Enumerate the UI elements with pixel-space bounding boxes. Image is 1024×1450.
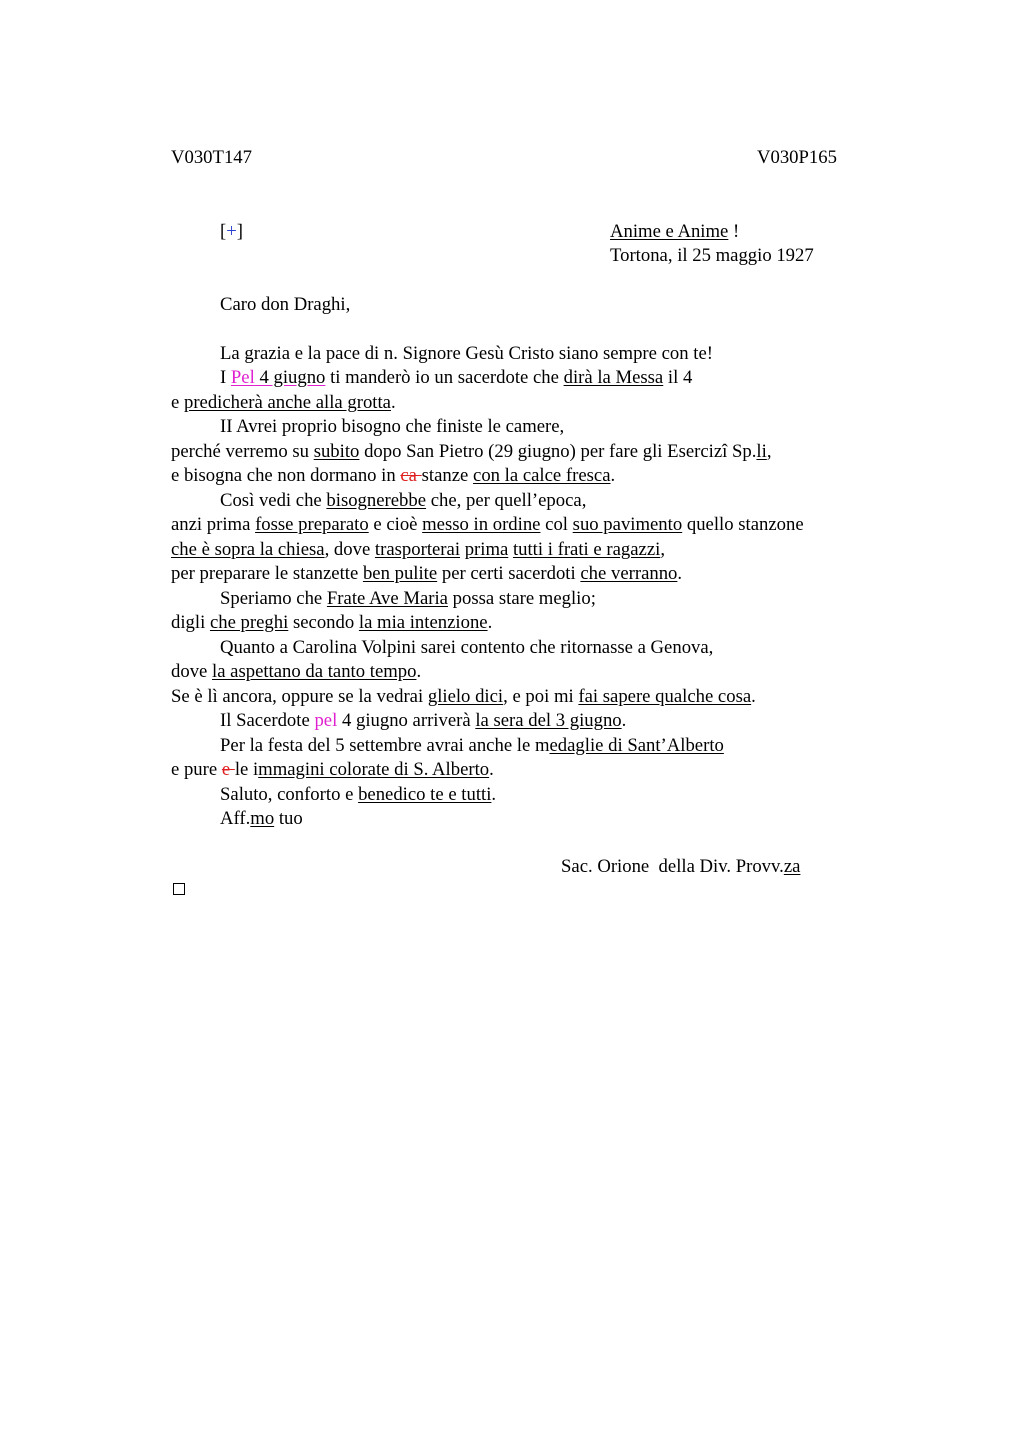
body-line-17: Per la festa del 5 settembre avrai anche le medaglie di Sant’Alberto — [220, 735, 724, 756]
body-line-2: I Pel 4 giugno ti manderò io un sacerdote che dirà la Messa il 4 — [220, 367, 693, 388]
document-code-right: V030P165 — [757, 147, 837, 168]
body-line-1: La grazia e la pace di n. Signore Gesù Cristo siano sempre con te! — [220, 343, 713, 364]
body-line-3: e predicherà anche alla grotta. — [171, 392, 396, 413]
body-line-5: perché verremo su subito dopo San Pietro (29 giugno) per fare gli Esercizî Sp.li, — [171, 441, 772, 462]
signature: Sac. Orione della Div. Provv.za — [561, 856, 801, 877]
body-line-8: anzi prima fosse preparato e cioè messo in ordine col suo pavimento quello stanzone — [171, 514, 804, 535]
greeting: Caro don Draghi, — [220, 294, 351, 315]
body-line-12: digli che preghi secondo la mia intenzione. — [171, 612, 493, 633]
body-line-11: Speriamo che Frate Ave Maria possa stare meglio; — [220, 588, 596, 609]
end-mark-icon — [173, 883, 185, 895]
body-line-18: e pure e le immagini colorate di S. Alberto. — [171, 759, 494, 780]
body-line-14: dove la aspettano da tanto tempo. — [171, 661, 422, 682]
body-line-10: per preparare le stanzette ben pulite per certi sacerdoti che verranno. — [171, 563, 683, 584]
body-line-13: Quanto a Carolina Volpini sarei contento che ritornasse a Genova, — [220, 637, 714, 658]
place-date: Tortona, il 25 maggio 1927 — [610, 245, 814, 266]
body-line-16: Il Sacerdote pel 4 giugno arriverà la sera del 3 giugno. — [220, 710, 627, 731]
body-line-20: Aff.mo tuo — [220, 808, 303, 829]
deleted-text: ca — [400, 465, 422, 486]
cross-sign: + — [226, 221, 237, 242]
cross-mark: [+] — [220, 221, 244, 242]
body-line-15: Se è lì ancora, oppure se la vedrai glielo dici, e poi mi fai sapere qualche cosa. — [171, 686, 756, 707]
body-line-9: che è sopra la chiesa, dove trasporterai prima tutti i frati e ragazzi, — [171, 539, 665, 560]
body-line-4: II Avrei proprio bisogno che finiste le camere, — [220, 416, 565, 437]
deleted-text: e — [221, 759, 235, 780]
motto: Anime e Anime ! — [610, 221, 740, 242]
document-code-left: V030T147 — [171, 147, 252, 168]
body-line-7: Così vedi che bisognerebbe che, per quell’epoca, — [220, 490, 587, 511]
body-line-6: e bisogna che non dormano in ca stanze con la calce fresca. — [171, 465, 616, 486]
body-line-19: Saluto, conforto e benedico te e tutti. — [220, 784, 497, 805]
